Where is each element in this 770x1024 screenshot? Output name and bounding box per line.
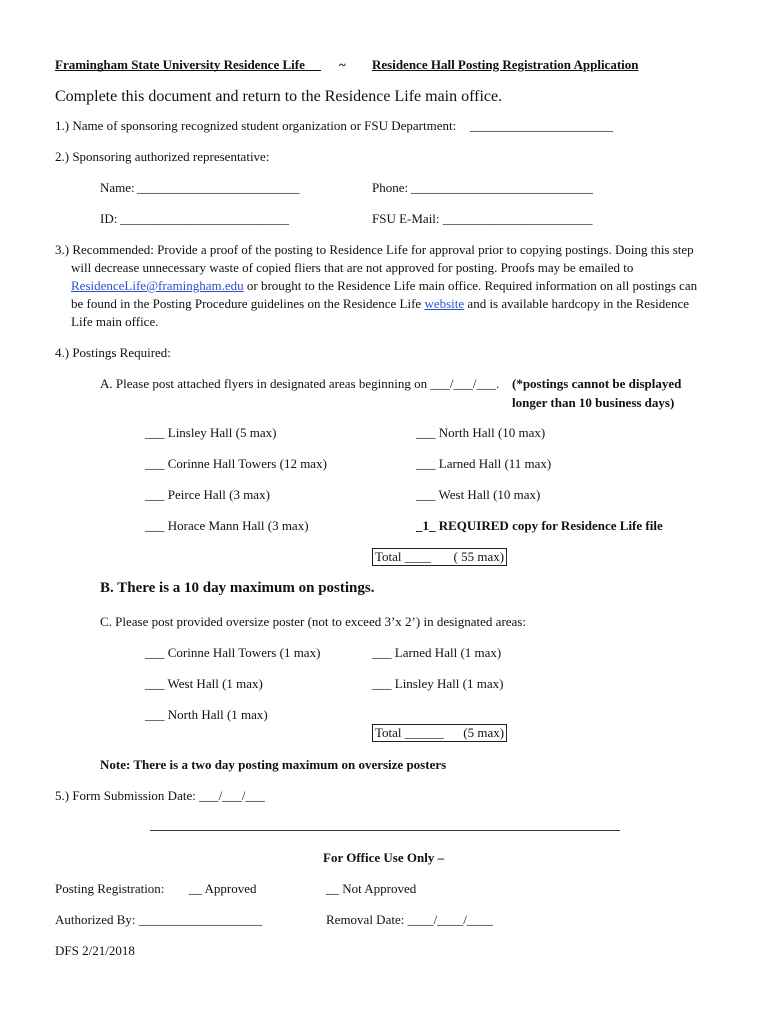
- rep-email-label: FSU E-Mail:: [372, 211, 440, 226]
- office-use-title: For Office Use Only –: [323, 850, 445, 865]
- org-name-field[interactable]: ______________________: [470, 118, 613, 133]
- hall-west[interactable]: ___ West Hall (10 max): [416, 487, 541, 502]
- question-3-line-3: [71, 278, 697, 294]
- hall-horace-mann[interactable]: ___ Horace Mann Hall (3 max): [145, 518, 309, 533]
- poster-north[interactable]: ___ North Hall (1 max): [145, 707, 268, 722]
- approved-option[interactable]: __ Approved: [189, 881, 257, 896]
- website-link[interactable]: website: [424, 296, 465, 311]
- rep-id-label: ID:: [100, 211, 118, 226]
- required-copy-line: _1_ REQUIRED copy for Residence Life file: [416, 518, 663, 533]
- posting-registration-label: Posting Registration:: [55, 881, 165, 896]
- residence-life-email-link[interactable]: ResidenceLife@framingham.edu: [71, 278, 244, 293]
- rep-email-field[interactable]: _______________________: [443, 211, 593, 226]
- poster-linsley[interactable]: ___ Linsley Hall (1 max): [372, 676, 504, 691]
- hall-linsley[interactable]: ___ Linsley Hall (5 max): [145, 425, 277, 440]
- header-underline-gap: [55, 70, 321, 71]
- question-4-label: 4.) Postings Required:: [55, 345, 171, 360]
- document-footer-code: DFS 2/21/2018: [55, 943, 135, 958]
- hall-corinne-towers[interactable]: ___ Corinne Hall Towers (12 max): [145, 456, 327, 471]
- submission-date[interactable]: 5.) Form Submission Date: ___/___/___: [55, 788, 265, 803]
- question-3-line-4: [71, 296, 689, 312]
- oversize-note: Note: There is a two day posting maximum on oversize posters: [100, 757, 447, 772]
- part-b-heading: B. There is a 10 day maximum on postings.: [100, 580, 375, 596]
- not-approved-option[interactable]: __ Not Approved: [326, 881, 417, 896]
- question-3-line-3-text: or brought to the Residence Life main office. Required information on all postings can: [243, 278, 698, 293]
- rep-name-field[interactable]: _________________________: [137, 180, 300, 195]
- rep-phone-label: Phone:: [372, 180, 409, 195]
- poster-west[interactable]: ___ West Hall (1 max): [145, 676, 263, 691]
- question-1-label: 1.) Name of sponsoring recognized student organization or FSU Department:: [55, 118, 457, 133]
- header-form-title: Residence Hall Posting Registration Application: [372, 57, 639, 72]
- header-separator: ~: [339, 57, 346, 72]
- part-c-total-box[interactable]: Total ______ (5 max): [372, 724, 507, 742]
- poster-corinne-towers[interactable]: ___ Corinne Hall Towers (1 max): [145, 645, 321, 660]
- rep-name-label: Name:: [100, 180, 135, 195]
- question-3-line-5: Life main office.: [71, 314, 159, 329]
- authorized-by-field[interactable]: Authorized By: ___________________: [55, 912, 263, 927]
- part-a-total-box[interactable]: Total ____ ( 55 max): [372, 548, 507, 566]
- question-2-label: 2.) Sponsoring authorized representative:: [55, 149, 270, 164]
- hall-larned[interactable]: ___ Larned Hall (11 max): [416, 456, 552, 471]
- hall-peirce[interactable]: ___ Peirce Hall (3 max): [145, 487, 270, 502]
- question-3-line-2: will decrease unnecessary waste of copied fliers that are not approved for posting. Proofs may be emailed to: [71, 260, 634, 275]
- divider-line: [150, 830, 620, 831]
- hall-north[interactable]: ___ North Hall (10 max): [416, 425, 546, 440]
- rep-id-field[interactable]: __________________________: [120, 211, 289, 226]
- header-org: Framingham State University Residence Life: [55, 57, 305, 72]
- part-a-note-line-2: longer than 10 business days): [512, 395, 675, 410]
- part-a-note-line-1: (*postings cannot be displayed: [512, 376, 682, 391]
- poster-larned[interactable]: ___ Larned Hall (1 max): [372, 645, 502, 660]
- part-c-instruction: C. Please post provided oversize poster (not to exceed 3’x 2’) in designated areas:: [100, 614, 526, 629]
- intro-instruction: Complete this document and return to the Residence Life main office.: [55, 88, 503, 105]
- question-3-line-1: 3.) Recommended: Provide a proof of the posting to Residence Life for approval prior to copying postings. Doing this step: [55, 242, 694, 257]
- question-3-line-4-pre: be found in the Posting Procedure guidelines on the Residence Life: [71, 296, 425, 311]
- removal-date-field[interactable]: Removal Date: ____/____/____: [326, 912, 493, 927]
- part-a-instruction: A. Please post attached flyers in designated areas beginning on ___/___/___.: [100, 376, 500, 391]
- question-3-line-4-post: and is available hardcopy in the Residence: [464, 296, 690, 311]
- rep-phone-field[interactable]: ____________________________: [411, 180, 593, 195]
